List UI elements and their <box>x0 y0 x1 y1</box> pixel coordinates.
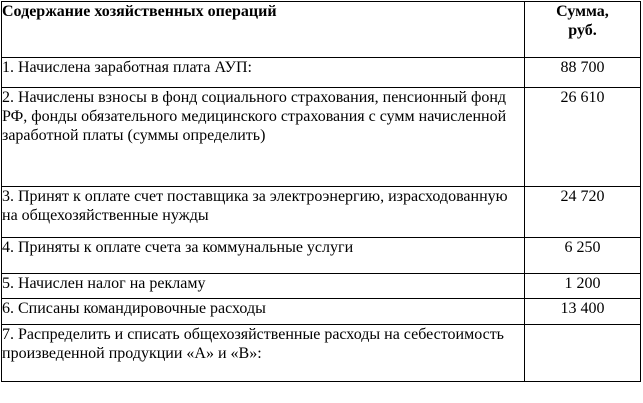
table-row <box>2 238 641 274</box>
operation-description: 1. Начислена заработная плата АУП: <box>2 58 525 88</box>
table-row <box>2 299 641 325</box>
table-row <box>2 274 641 299</box>
operation-description: 4. Приняты к оплате счета за коммунальные услуги <box>2 238 525 274</box>
operation-amount: 26 610 <box>525 88 641 187</box>
table-header-row <box>2 2 641 58</box>
operation-description: 5. Начислен налог на рекламу <box>2 274 525 299</box>
column-header-amount-line1: Сумма, <box>556 3 609 20</box>
operations-table <box>1 1 641 382</box>
table-row <box>2 88 641 187</box>
table-row <box>2 325 641 382</box>
operation-amount: 88 700 <box>525 58 641 88</box>
operation-amount: 1 200 <box>525 274 641 299</box>
table-row <box>2 58 641 88</box>
column-header-amount <box>525 2 641 58</box>
operation-amount: 13 400 <box>525 299 641 325</box>
operation-description: 7. Распределить и списать общехозяйственные расходы на себестоимость произведенной продукции «А» и «В»: <box>2 325 525 382</box>
operation-description: 6. Списаны командировочные расходы <box>2 299 525 325</box>
table-row <box>2 187 641 238</box>
operation-description: 3. Принят к оплате счет поставщика за электроэнергию, израсходованную на общехозяйственные нужды <box>2 187 525 238</box>
operation-description: 2. Начислены взносы в фонд социального страхования, пенсионный фонд РФ, фонды обязательного медицинского страхования с сумм начисленной заработной платы (суммы определить) <box>2 88 525 187</box>
operation-amount: 6 250 <box>525 238 641 274</box>
operation-amount: 24 720 <box>525 187 641 238</box>
operation-amount <box>525 325 641 382</box>
column-header-amount-line2: руб. <box>568 22 597 39</box>
column-header-description: Содержание хозяйственных операций <box>2 2 525 58</box>
